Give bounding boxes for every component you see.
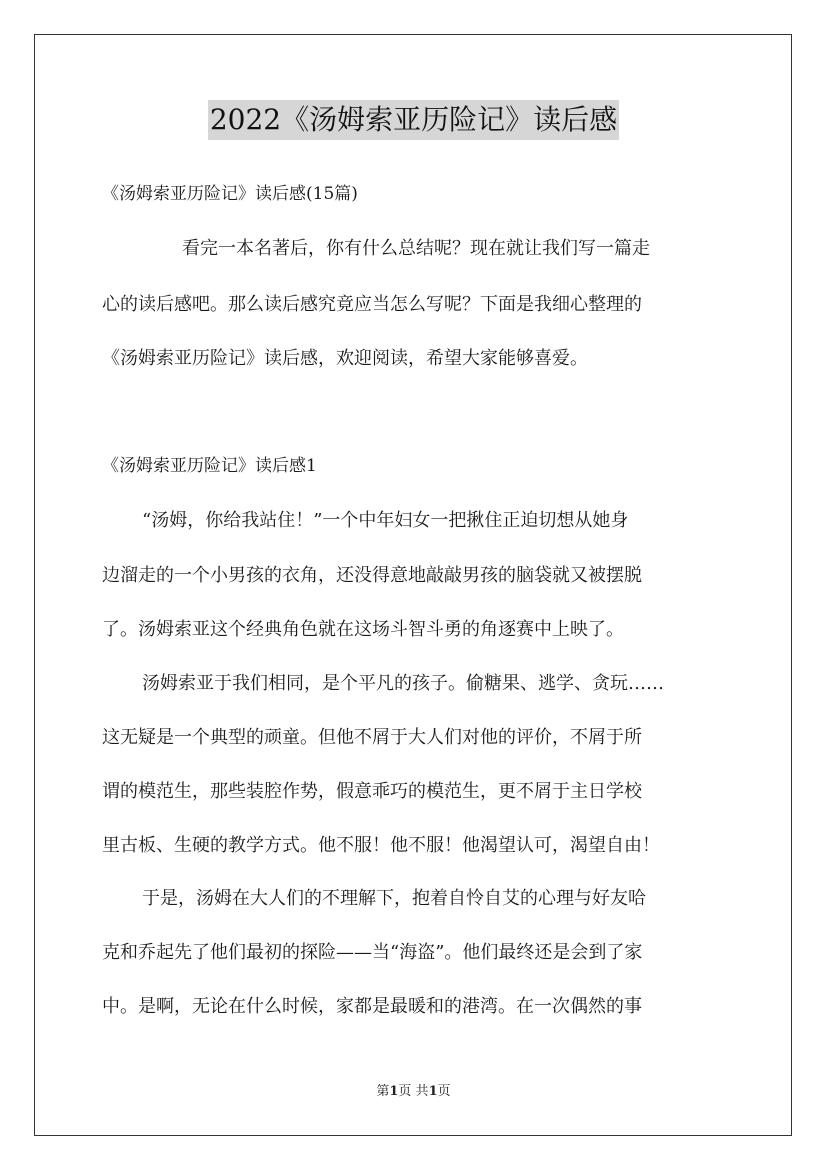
footer-page-prefix: 第 — [376, 1084, 390, 1099]
document-subtitle: 《汤姆索亚历险记》读后感(15篇) — [102, 184, 358, 204]
document-title: 2022《汤姆索亚历险记》读后感 — [208, 100, 619, 140]
intro-line-3: 《汤姆索亚历险记》读后感，欢迎阅读，希望大家能够喜爱。 — [102, 348, 588, 369]
body-line-7: 里古板、生硬的教学方式。他不服！他不服！他渴望认可，渴望自由！ — [102, 835, 660, 856]
body-line-9: 克和乔起先了他们最初的探险——当“海盗”。他们最终还是会到了家 — [102, 942, 643, 963]
intro-line-2: 心的读后感吧。那么读后感究竟应当怎么写呢？下面是我细心整理的 — [102, 294, 642, 315]
body-line-8: 于是，汤姆在大人们的不理解下，抱着自怜自艾的心理与好友哈 — [142, 888, 646, 909]
body-line-6: 谓的模范生，那些装腔作势，假意乖巧的模范生，更不屑于主日学校 — [102, 781, 642, 802]
body-line-5: 这无疑是一个典型的顽童。但他不屑于大人们对他的评价，不屑于所 — [102, 727, 642, 748]
footer-page-mid: 页 共 — [398, 1084, 429, 1099]
title-container — [0, 100, 827, 140]
body-line-1: “汤姆，你给我站住！”一个中年妇女一把揪住正迫切想从她身 — [142, 510, 629, 531]
body-line-4: 汤姆索亚于我们相同，是个平凡的孩子。偷糖果、逃学、贪玩…… — [142, 673, 664, 694]
footer-page-total: 1 — [428, 1084, 438, 1099]
section-heading-1: 《汤姆索亚历险记》读后感1 — [102, 456, 317, 476]
footer-page-suffix: 页 — [437, 1084, 451, 1099]
footer-page-number: 1 — [389, 1084, 399, 1099]
body-line-2: 边溜走的一个小男孩的衣角，还没得意地敲敲男孩的脑袋就又被摆脱 — [102, 565, 642, 586]
page-footer — [0, 1083, 827, 1101]
body-line-3: 了。汤姆索亚这个经典角色就在这场斗智斗勇的角逐赛中上映了。 — [102, 619, 624, 640]
intro-line-1: 看完一本名著后，你有什么总结呢？现在就让我们写一篇走 — [182, 238, 650, 259]
body-line-10: 中。是啊，无论在什么时候，家都是最暖和的港湾。在一次偶然的事 — [102, 996, 642, 1017]
